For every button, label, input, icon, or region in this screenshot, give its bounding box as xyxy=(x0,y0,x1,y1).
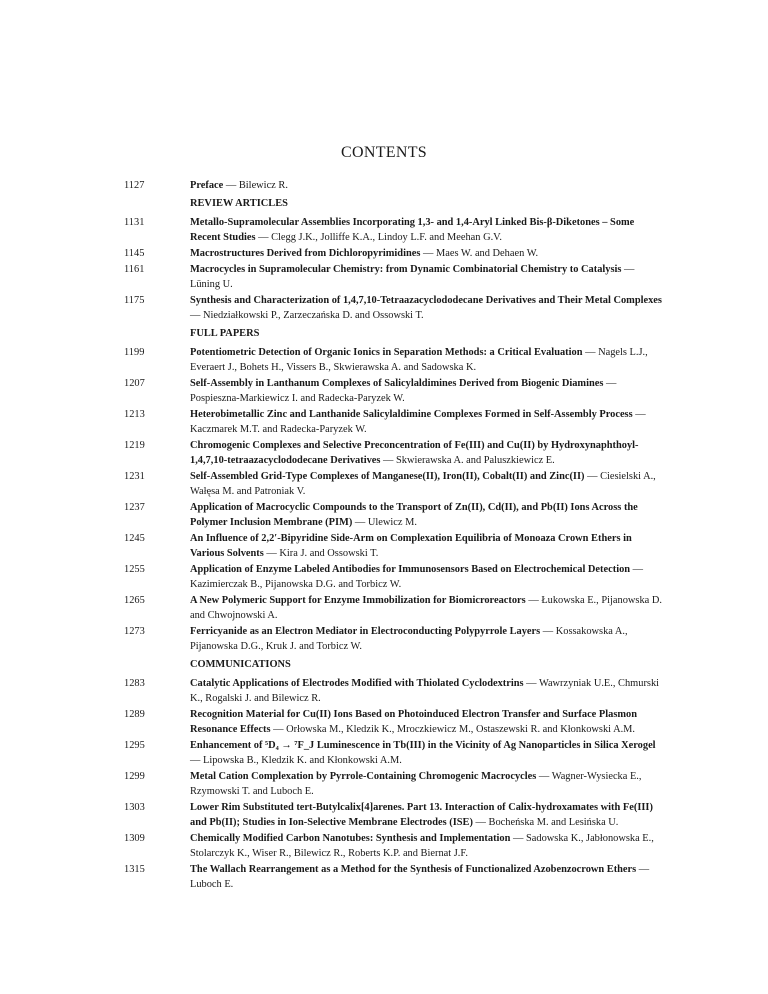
page-number: 1295 xyxy=(124,740,145,751)
article-title: The Wallach Rearrangement as a Method for the Synthesis of Functionalized Azobenzocrown Ethers xyxy=(190,864,637,875)
page-number: 1131 xyxy=(124,217,145,228)
dash-separator: — xyxy=(525,595,542,606)
entry-body xyxy=(190,345,664,375)
article-authors: Lüning U. xyxy=(190,279,233,290)
toc-entry xyxy=(124,500,664,530)
article-authors: Kaczmarek M.T. and Radecka-Paryzek W. xyxy=(190,424,367,435)
dash-separator: — xyxy=(223,180,239,191)
dash-separator: — xyxy=(603,378,617,389)
dash-separator: — xyxy=(636,864,650,875)
article-authors: Sadowska K., Jabłonowska E., Stolarczyk K., Wiser R., Bilewicz R., Roberts K.P. and Biernat J.F. xyxy=(190,833,654,859)
toc-entry xyxy=(124,262,664,292)
page-number: 1213 xyxy=(124,409,145,420)
toc-entry xyxy=(124,862,664,892)
entry-body xyxy=(190,769,664,799)
article-authors: Orłowska M., Kledzik K., Mroczkiewicz M., Ostaszewski R. and Kłonkowski A.M. xyxy=(286,724,636,735)
section-heading: FULL PAPERS xyxy=(190,328,260,339)
dash-separator: — xyxy=(352,517,368,528)
article-authors: Bilewicz R. xyxy=(238,180,288,191)
entry-body xyxy=(190,562,664,592)
toc-entry xyxy=(124,738,664,768)
dash-separator: — xyxy=(540,626,556,637)
entry-body xyxy=(190,831,664,861)
dash-separator: — xyxy=(420,248,436,259)
entry-body xyxy=(190,178,664,193)
toc-entry xyxy=(124,407,664,437)
page-number: 1289 xyxy=(124,709,145,720)
entry-body xyxy=(190,293,664,323)
page-number: 1237 xyxy=(124,502,145,513)
article-title: Preface xyxy=(190,180,224,191)
article-authors: Niedziałkowski P., Zarzeczańska D. and Ossowski T. xyxy=(203,310,424,321)
article-title: Lower Rim Substituted tert-Butylcalix[4]arenes. Part 13. Interaction of Calix-hydroxamates with Fe(III) and Pb(II); Studies in Ion-Selective Membrane Electrodes (ISE) xyxy=(190,802,653,828)
page-number: 1273 xyxy=(124,626,145,637)
article-title: Catalytic Applications of Electrodes Modified with Thiolated Cyclodextrins xyxy=(190,678,524,689)
dash-separator: — xyxy=(255,232,272,243)
entry-body xyxy=(190,376,664,406)
toc-entry xyxy=(124,676,664,706)
article-title: Chemically Modified Carbon Nanotubes: Synthesis and Implementation xyxy=(190,833,511,844)
entry-body xyxy=(190,593,664,623)
article-title: Recognition Material for Cu(II) Ions Based on Photoinduced Electron Transfer and Surface Plasmon Resonance Effects xyxy=(190,709,637,735)
dash-separator: — xyxy=(270,724,287,735)
entry-body xyxy=(190,246,664,261)
dash-separator: — xyxy=(536,771,552,782)
dash-separator: — xyxy=(190,755,203,766)
entry-body xyxy=(190,800,664,830)
entry-body xyxy=(190,624,664,654)
toc-entry xyxy=(124,438,664,468)
page-number: 1199 xyxy=(124,347,145,358)
dash-separator: — xyxy=(630,564,644,575)
article-authors: Ulewicz M. xyxy=(367,517,417,528)
article-authors: Skwierawska A. and Paluszkiewicz E. xyxy=(396,455,555,466)
toc-entry xyxy=(124,800,664,830)
toc-entry xyxy=(124,215,664,245)
article-title: Potentiometric Detection of Organic Ionics in Separation Methods: a Critical Evaluation xyxy=(190,347,583,358)
article-title: Heterobimetallic Zinc and Lanthanide Salicylaldimine Complexes Formed in Self-Assembly Process xyxy=(190,409,633,420)
page-number: 1309 xyxy=(124,833,145,844)
dash-separator: — xyxy=(510,833,526,844)
article-title: An Influence of 2,2′-Bipyridine Side-Arm on Complexation Equilibria of Monoaza Crown Ethers in Various Solvents xyxy=(190,533,632,559)
page-number: 1175 xyxy=(124,295,145,306)
article-title: Metallo-Supramolecular Assemblies Incorporating 1,3- and 1,4-Aryl Linked Bis-β-Diketones – Some Recent Studies xyxy=(190,217,635,243)
toc-entry xyxy=(124,178,664,193)
page-number: 1245 xyxy=(124,533,145,544)
article-title: Ferricyanide as an Electron Mediator in Electroconducting Polypyrrole Layers xyxy=(190,626,541,637)
toc-entry xyxy=(124,293,664,323)
toc-entry xyxy=(124,593,664,623)
article-authors: Wawrzyniak U.E., Chmurski K., Rogalski J. and Bilewicz R. xyxy=(190,678,660,704)
section-heading: COMMUNICATIONS xyxy=(190,659,291,670)
toc-entry xyxy=(124,624,664,654)
article-authors: Maes W. and Dehaen W. xyxy=(435,248,539,259)
page-number: 1315 xyxy=(124,864,145,875)
entry-body xyxy=(190,738,664,768)
table-of-contents xyxy=(124,178,664,893)
toc-entry xyxy=(124,246,664,261)
page-number: 1303 xyxy=(124,802,145,813)
page-number: 1161 xyxy=(124,264,145,275)
toc-entry xyxy=(124,707,664,737)
page-number: 1145 xyxy=(124,248,145,259)
article-authors: Pospieszna-Markiewicz I. and Radecka-Paryzek W. xyxy=(190,393,405,404)
dash-separator: — xyxy=(380,455,397,466)
article-authors: Kossakowska A., Pijanowska D.G., Kruk J. and Torbicz W. xyxy=(190,626,628,652)
article-authors: Lipowska B., Kledzik K. and Kłonkowski A.M. xyxy=(203,755,402,766)
article-title: Application of Macrocyclic Compounds to the Transport of Zn(II), Cd(II), and Pb(II) Ions Across the Polymer Inclusion Membrane (PIM) xyxy=(190,502,638,528)
entry-body xyxy=(190,676,664,706)
dash-separator: — xyxy=(472,817,489,828)
contents-heading: CONTENTS xyxy=(341,144,427,161)
entry-body xyxy=(190,215,664,245)
entry-body xyxy=(190,707,664,737)
article-title: Macrocycles in Supramolecular Chemistry: from Dynamic Combinatorial Chemistry to Catalysis xyxy=(190,264,622,275)
dash-separator: — xyxy=(584,471,601,482)
page-number: 1127 xyxy=(124,180,145,191)
article-title: Enhancement of ⁵D₄ → ⁷F_J Luminescence in Tb(III) in the Vicinity of Ag Nanoparticles in Silica Xerogel xyxy=(190,740,656,751)
toc-entry xyxy=(124,531,664,561)
article-title: Synthesis and Characterization of 1,4,7,10-Tetraazacyclododecane Derivatives and Their Metal Complexes xyxy=(190,295,662,306)
article-authors: Luboch E. xyxy=(190,879,234,890)
article-title: Self-Assembly in Lanthanum Complexes of Salicylaldimines Derived from Biogenic Diamines xyxy=(190,378,604,389)
article-authors: Kira J. and Ossowski T. xyxy=(279,548,379,559)
article-authors: Kazimierczak B., Pijanowska D.G. and Torbicz W. xyxy=(190,579,402,590)
section-heading: REVIEW ARTICLES xyxy=(190,198,288,209)
page-number: 1255 xyxy=(124,564,145,575)
dash-separator: — xyxy=(190,310,203,321)
article-authors: Ciesielski A., Wałęsa M. and Patroniak V. xyxy=(190,471,656,497)
entry-body xyxy=(190,469,664,499)
entry-body xyxy=(190,862,664,892)
article-title: Self-Assembled Grid-Type Complexes of Manganese(II), Iron(II), Cobalt(II) and Zinc(II) xyxy=(190,471,585,482)
toc-entry xyxy=(124,831,664,861)
page-number: 1219 xyxy=(124,440,145,451)
dash-separator: — xyxy=(582,347,599,358)
page-number: 1207 xyxy=(124,378,145,389)
page-number: 1299 xyxy=(124,771,145,782)
article-title: Metal Cation Complexation by Pyrrole-Containing Chromogenic Macrocycles xyxy=(190,771,537,782)
entry-body xyxy=(190,438,664,468)
page-number: 1283 xyxy=(124,678,145,689)
toc-entry xyxy=(124,345,664,375)
article-title: Macrostructures Derived from Dichloropyrimidines xyxy=(190,248,421,259)
article-authors: Nagels L.J., Everaert J., Bohets H., Vissers B., Skwierawska A. and Sadowska K. xyxy=(190,347,648,373)
dash-separator: — xyxy=(621,264,635,275)
page-number: 1231 xyxy=(124,471,145,482)
toc-entry xyxy=(124,376,664,406)
dash-separator: — xyxy=(632,409,646,420)
article-title: A New Polymeric Support for Enzyme Immobilization for Biomicroreactors xyxy=(190,595,526,606)
article-authors: Wagner-Wysiecka E., Rzymowski T. and Luboch E. xyxy=(190,771,642,797)
dash-separator: — xyxy=(523,678,539,689)
entry-body xyxy=(190,407,664,437)
article-authors: Clegg J.K., Jolliffe K.A., Lindoy L.F. and Meehan G.V. xyxy=(271,232,502,243)
entry-body xyxy=(190,262,664,292)
toc-entry xyxy=(124,562,664,592)
page-number: 1265 xyxy=(124,595,145,606)
article-title: Application of Enzyme Labeled Antibodies for Immunosensors Based on Electrochemical Detection xyxy=(190,564,631,575)
article-authors: Bocheńska M. and Lesińska U. xyxy=(488,817,619,828)
article-authors: Łukowska E., Pijanowska D. and Chwojnowski A. xyxy=(190,595,662,621)
toc-entry xyxy=(124,769,664,799)
toc-entry xyxy=(124,469,664,499)
entry-body xyxy=(190,500,664,530)
article-title: Chromogenic Complexes and Selective Preconcentration of Fe(III) and Cu(II) by Hydroxynaphthoyl-1,4,7,10-tetraazacyclododecane Derivatives xyxy=(190,440,639,466)
dash-separator: — xyxy=(263,548,280,559)
entry-body xyxy=(190,531,664,561)
